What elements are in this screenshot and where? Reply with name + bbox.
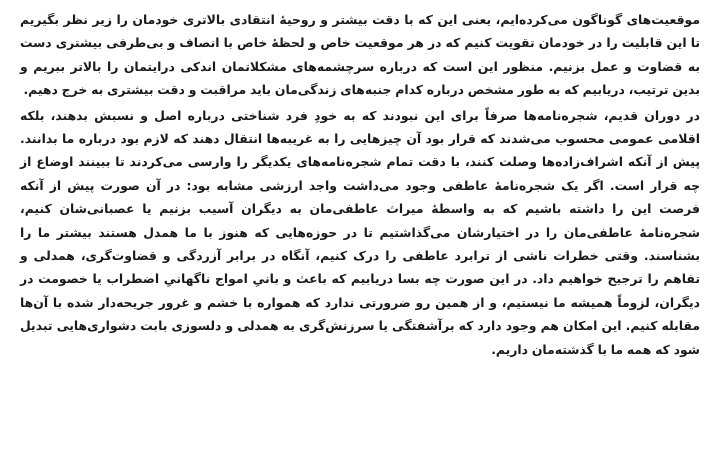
- paragraph-1: موقعیت‌های گوناگون می‌کرده‌ایم، یعنی این که با دقت بیشتر و روحیهٔ انتقادی بالاتری خودمان را زیر نظر بگیریم تا این قابلیت را در خودمان تقویت کنیم که در هر موقعیت خاص و لحظهٔ خاص با انصاف و بی‌طرفی بیشتری دست به قضاوت و عمل بزنیم. منظور این است که درباره سرچشمه‌های مشکلاتمان اندکی درایتمان را بالاتر ببریم و بدین ترتیب، دریابیم که به طور مشخص درباره کدام جنبه‌های زندگی‌مان باید مراقبت و دقت بیشتری به خرج دهیم.: [20, 12, 700, 98]
- paragraph-2: در دوران قدیم، شجره‌نامه‌ها صرفاً برای این نبودند که به خودِ فرد شناختی درباره اصل و نسبش بدهند، بلکه اقلامی عمومی محسوب می‌شدند که قرار بود آن چیزهایی را به غریبه‌ها انتقال دهند که لازم بود درباره ما بدانند. پیش از آنکه اشراف‌زاده‌ها وصلت کنند، با دقت تمام شجره‌نامه‌های یکدیگر را وارسی می‌کردند تا ببینند اوضاع از چه قرار است. اگر یک شجره‌نامهٔ عاطفی وجود می‌داشت واجد ارزشی مشابه بود: در آن صورت پیش از آنکه فرصت این را داشته باشیم که به واسطهٔ میراث عاطفی‌مان به دیگران آسیب بزنیم یا عصبانی‌شان کنیم، شجره‌نامهٔ عاطفی‌مان را در اختیارشان می‌گذاشتیم تا در حوزه‌هایی که هنوز با ما همدل هستند بیشتر ما را بشناسند. وقتی خطرات ناشی از ترابرد عاطفی را درک کنیم، آنگاه در برابر آزردگی و قضاوت‌گری، همدلی و تفاهم را ترجیح خواهیم داد. در این صورت چه بسا دریابیم که باعث و بانیِ امواج ناگهانیِ اضطراب یا خصومت در دیگران، لزوماً همیشه ما نیستیم، و از همین رو ضرورتی ندارد که همواره با خشم و غرور جریحه‌دار شده با آن‌ها مقابله کنیم. این امکان هم وجود دارد که برآشفتگی یا سرزنش‌گری به همدلی و دلسوزی بابت دشواری‌هایی تبدیل شود که همه ما با گذشته‌مان داریم.: [20, 107, 700, 357]
- document-body: [20, 8, 700, 361]
